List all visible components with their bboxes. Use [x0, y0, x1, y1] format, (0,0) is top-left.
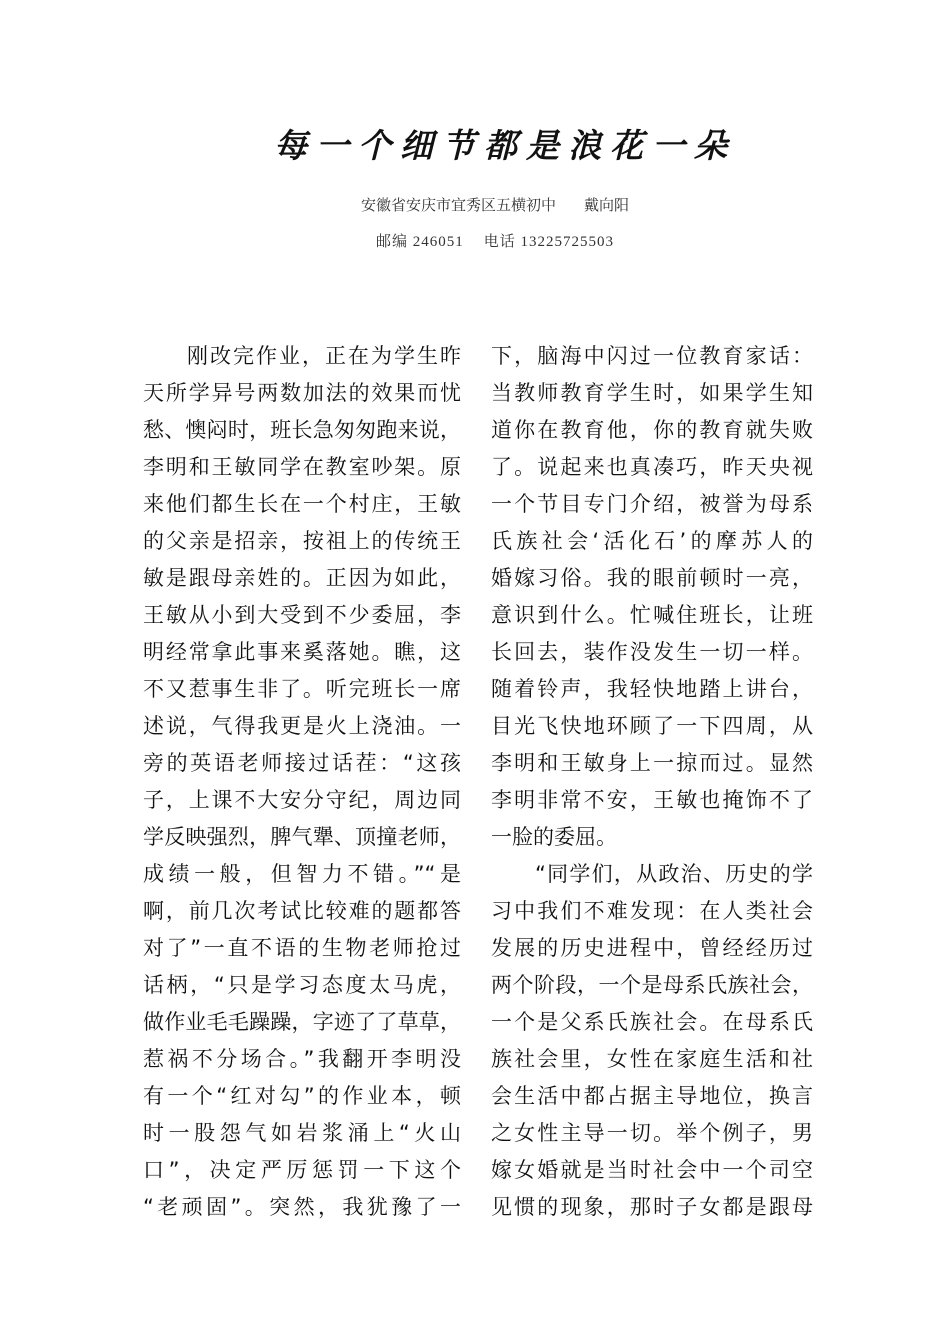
text-line: 的父亲是招亲，按祖上的传统王 [143, 529, 461, 553]
text-line: 之女性主导一切。举个例子，男 [491, 1121, 813, 1145]
text-line: 子，上课不大安分守纪，周边同 [143, 788, 461, 812]
left-column [143, 338, 461, 1226]
text-line: 婚嫁习俗。我的眼前顿时一亮， [491, 566, 813, 590]
text-line: 王敏从小到大受到不少委屈，李 [143, 603, 461, 627]
text-line: 嫁女婚就是当时社会中一个司空 [491, 1158, 813, 1182]
school-name: 安徽省安庆市宜秀区五横初中 [360, 198, 556, 214]
text-line: 口”，决定严厉惩罚一下这个 [143, 1158, 461, 1182]
text-line: 李明和王敏身上一掠而过。显然 [491, 751, 813, 775]
text-line: 道你在教育他，你的教育就失败 [491, 418, 813, 442]
author-name: 戴向阳 [584, 198, 630, 214]
right-column [491, 338, 813, 1226]
text-line: 话柄，“只是学习态度太马虎， [143, 973, 461, 997]
text-line: 做作业毛毛躁躁，字迹了了草草， [143, 1010, 461, 1034]
author-line [0, 196, 950, 216]
text-line: 目光飞快地环顾了一下四周，从 [491, 714, 813, 738]
text-line: 敏是跟母亲姓的。正因为如此， [143, 566, 461, 590]
text-line: 旁的英语老师接过话茬：“这孩 [143, 751, 461, 775]
text-line: 愁、懊闷时，班长急匆匆跑来说， [143, 418, 461, 442]
text-line: 一个是父系氏族社会。在母系氏 [491, 1010, 813, 1034]
phone: 电话 13225725503 [483, 234, 615, 250]
text-line: 氏族社会‘活化石’的摩苏人的 [491, 529, 813, 553]
text-line: 了。说起来也真凑巧，昨天央视 [491, 455, 813, 479]
text-line: 长回去，装作没发生一切一样。 [491, 640, 813, 664]
text-line: 一脸的委屈。 [491, 825, 617, 849]
text-line: 来他们都生长在一个村庄，王敏 [143, 492, 461, 516]
contact-line [0, 232, 950, 252]
postcode: 邮编 246051 [375, 234, 464, 250]
text-line: 意识到什么。忙喊住班长，让班 [491, 603, 813, 627]
text-line: “老顽固”。突然，我犹豫了一 [143, 1195, 461, 1219]
text-line: 见惯的现象，那时子女都是跟母 [491, 1195, 813, 1219]
text-line: 啊，前几次考试比较难的题都答 [143, 899, 461, 923]
paragraph-1-continued [491, 338, 813, 856]
text-line: 时一股怨气如岩浆涌上“火山 [143, 1121, 461, 1145]
text-line: 明经常拿此事来奚落她。瞧，这 [143, 640, 461, 664]
text-line: 天所学异号两数加法的效果而忧 [143, 381, 461, 405]
text-line: 一个节目专门介绍，被誉为母系 [491, 492, 813, 516]
text-line: 两个阶段，一个是母系氏族社会， [491, 973, 813, 997]
text-line: 族社会里，女性在家庭生活和社 [491, 1047, 813, 1071]
text-line: 成绩一般，但智力不错。”“是 [143, 862, 461, 886]
text-line: 述说，气得我更是火上浇油。一 [143, 714, 461, 738]
text-line: 有一个“红对勾”的作业本，顿 [143, 1084, 461, 1108]
text-line: 习中我们不难发现：在人类社会 [491, 899, 813, 923]
text-line: 李明和王敏同学在教室吵架。原 [143, 455, 461, 479]
text-line: 随着铃声，我轻快地踏上讲台， [491, 677, 813, 701]
text-line: “同学们，从政治、历史的学 [535, 862, 813, 886]
text-line: 李明非常不安，王敏也掩饰不了 [491, 788, 813, 812]
text-line: 惹祸不分场合。”我翻开李明没 [143, 1047, 461, 1071]
article-title: 每一个细节都是浪花一朵 [274, 126, 736, 165]
text-line: 发展的历史进程中，曾经经历过 [491, 936, 813, 960]
text-line: 会生活中都占据主导地位，换言 [491, 1084, 813, 1108]
text-line: 对了”一直不语的生物老师抢过 [143, 936, 461, 960]
text-line: 下，脑海中闪过一位教育家话： [491, 344, 813, 368]
text-line: 不又惹事生非了。听完班长一席 [143, 677, 461, 701]
text-line: 刚改完作业，正在为学生昨 [187, 344, 461, 368]
text-line: 学反映强烈，脾气犟、顶撞老师， [143, 825, 461, 849]
text-line: 当教师教育学生时，如果学生知 [491, 381, 813, 405]
paragraph-2 [491, 856, 813, 1226]
paragraph-1 [143, 338, 461, 1226]
